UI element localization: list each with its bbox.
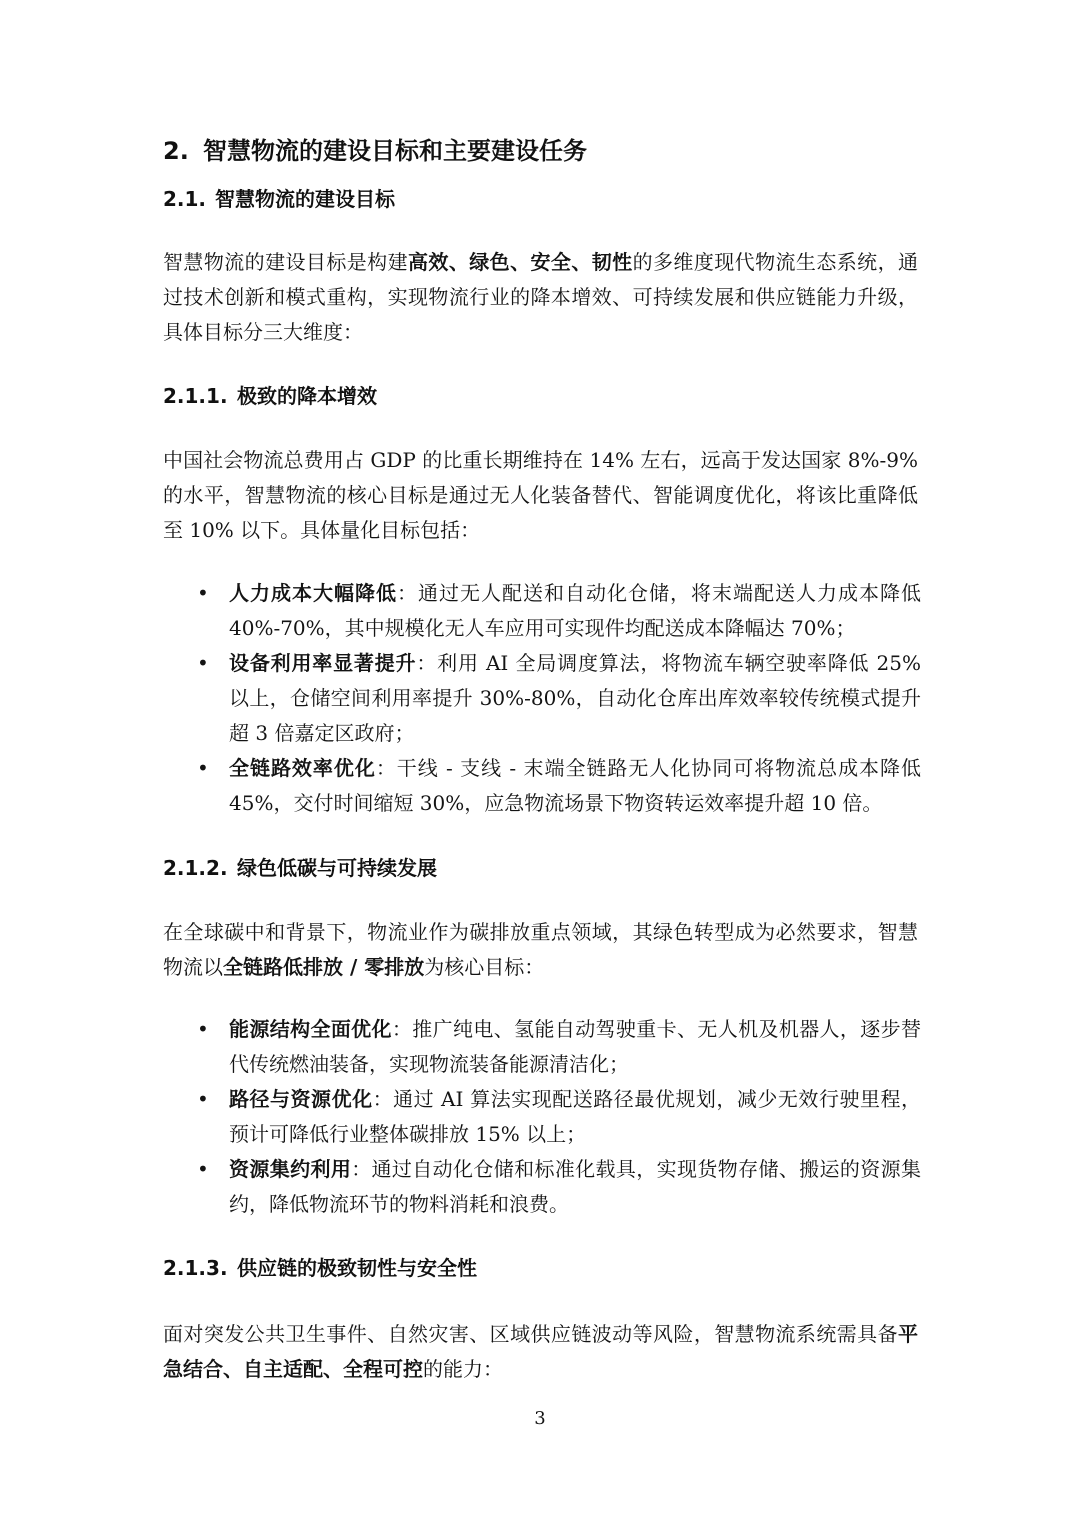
list-item: • 路径与资源优化：通过 AI 算法实现配送路径最优规划，减少无效行驶里程，预计可降低行业整体碳排放 15% 以上； [229,1082,921,1152]
section-heading-2: 2. 智慧物流的建设目标和主要建设任务 [163,137,587,165]
list-item: • 能源结构全面优化：推广纯电、氢能自动驾驶重卡、无人机及机器人，逐步替代传统燃油装备，实现物流装备能源清洁化； [229,1012,921,1082]
green-bullet-list [229,1012,921,1222]
cost-paragraph: 中国社会物流总费用占 GDP 的比重长期维持在 14% 左右，远高于发达国家 8%-9% 的水平，智慧物流的核心目标是通过无人化装备替代、智能调度优化，将该比重降低至 10% 以下。具体量化目标包括： [163,448,918,542]
page-number: 3 [534,1408,546,1429]
goal-paragraph: 智慧物流的建设目标是构建高效、绿色、安全、韧性的多维度现代物流生态系统，通过技术创新和模式重构，实现物流行业的降本增效、可持续发展和供应链能力升级，具体目标分三大维度： [163,250,919,344]
section-heading-2-1-2: 2.1.2. 绿色低碳与可持续发展 [163,856,437,880]
list-item: • 设备利用率显著提升：利用 AI 全局调度算法，将物流车辆空驶率降低 25% 以上，仓储空间利用率提升 30%-80%，自动化仓库出库效率较传统模式提升超 3 倍嘉定区政府； [229,646,921,751]
list-item: • 全链路效率优化：干线 - 支线 - 末端全链路无人化协同可将物流总成本降低 45%，交付时间缩短 30%，应急物流场景下物资转运效率提升超 10 倍。 [229,751,921,821]
section-heading-2-1-3: 2.1.3. 供应链的极致韧性与安全性 [163,1256,477,1280]
cost-bullet-list [229,576,921,821]
list-item: • 资源集约利用：通过自动化仓储和标准化载具，实现货物存储、搬运的资源集约，降低物流环节的物料消耗和浪费。 [229,1152,921,1222]
list-item: • 人力成本大幅降低：通过无人配送和自动化仓储，将末端配送人力成本降低 40%-70%，其中规模化无人车应用可实现件均配送成本降幅达 70%； [229,576,921,646]
section-heading-2-1: 2.1. 智慧物流的建设目标 [163,187,395,211]
section-heading-2-1-1: 2.1.1. 极致的降本增效 [163,384,377,408]
resilience-paragraph: 面对突发公共卫生事件、自然灾害、区域供应链波动等风险，智慧物流系统需具备平急结合、自主适配、全程可控的能力： [163,1322,918,1381]
green-paragraph: 在全球碳中和背景下，物流业作为碳排放重点领域，其绿色转型成为必然要求，智慧物流以全链路低排放 / 零排放为核心目标： [163,920,918,979]
